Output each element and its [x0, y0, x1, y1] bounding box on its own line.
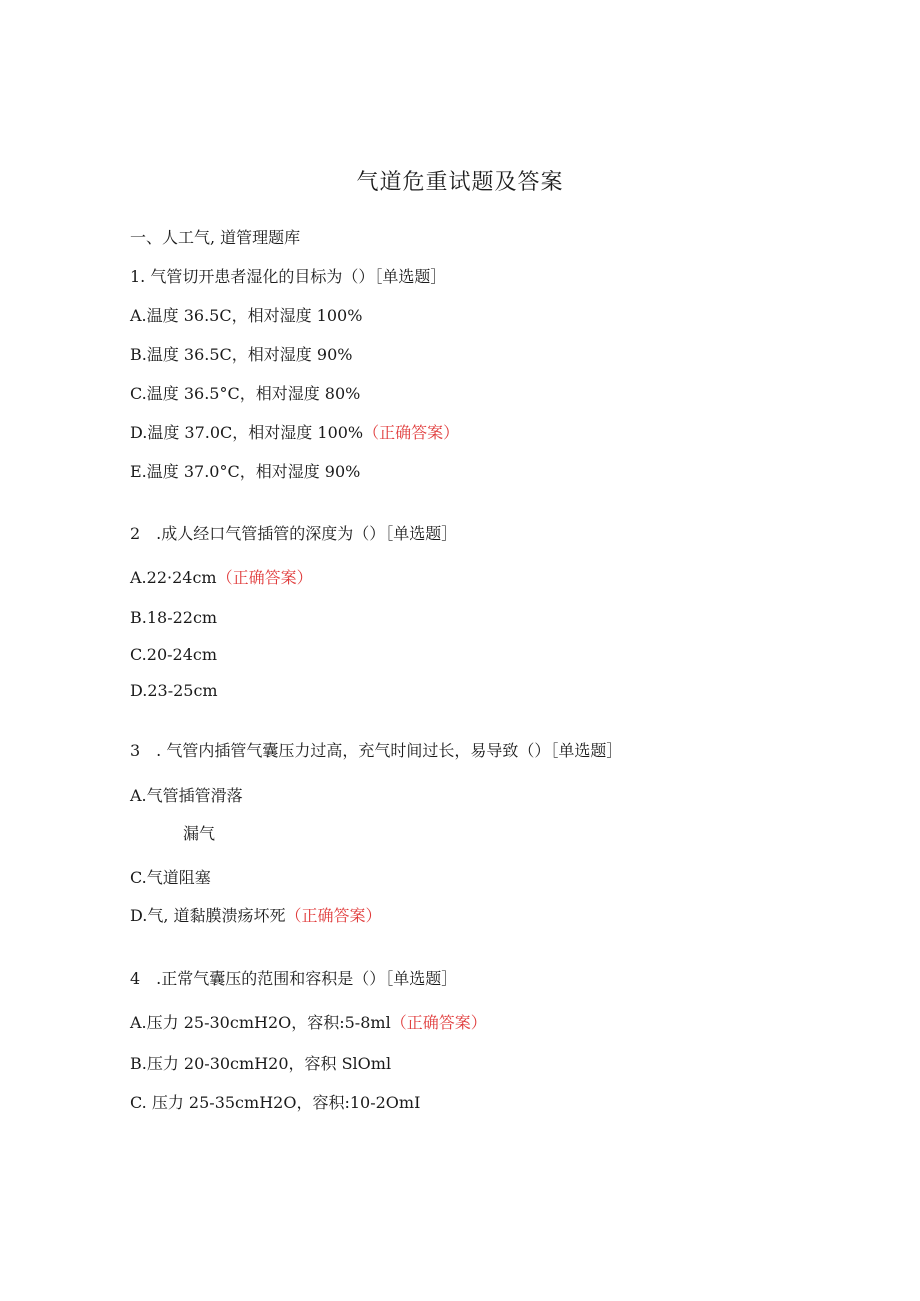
- q1-option-c: C.温度 36.5°C，相对湿度 80%: [130, 384, 361, 403]
- document-title: 气道危重试题及答案: [356, 170, 564, 195]
- q4-option-a: [130, 1013, 487, 1033]
- q3-option-d: [130, 906, 382, 926]
- correct-answer-mark: （正确答案）: [363, 423, 460, 442]
- question-1-stem: 1. 气管切开患者湿化的目标为（）［单选题］: [130, 267, 447, 286]
- correct-answer-mark: （正确答案）: [216, 568, 313, 587]
- q4-option-a-text: A.压力 25-30cmH2O，容积:5-8ml: [130, 1013, 391, 1032]
- q2-option-b: B.18-22cm: [130, 608, 218, 627]
- q2-option-a-text: A.22·24cm: [130, 568, 217, 587]
- correct-answer-mark: （正确答案）: [285, 906, 382, 925]
- q2-option-d: D.23-25cm: [130, 681, 218, 700]
- q1-option-b: B.温度 36.5C，相对湿度 90%: [130, 345, 353, 364]
- q4-option-c: C. 压力 25-35cmH2O，容积:10-2OmI: [130, 1093, 421, 1112]
- q1-option-d: [130, 423, 459, 443]
- q1-option-a: A.温度 36.5C，相对湿度 100%: [130, 306, 363, 325]
- q2-option-c: C.20-24cm: [130, 645, 218, 664]
- q3-option-b: 漏气: [183, 824, 216, 843]
- question-3-stem: 3 . 气管内插管气囊压力过高，充气时间过长，易导致（）［单选题］: [130, 741, 623, 760]
- correct-answer-mark: （正确答案）: [390, 1013, 487, 1032]
- q1-option-d-text: D.温度 37.0C，相对湿度 100%: [130, 423, 364, 442]
- question-2-stem: 2 .成人经口气管插管的深度为（）［单选题］: [130, 524, 458, 543]
- q2-option-a: [130, 568, 313, 588]
- q3-option-d-text: D.气, 道黏膜溃疡坏死: [130, 906, 286, 925]
- q3-option-a: A.气管插管滑落: [130, 786, 243, 805]
- q3-option-c: C.气道阻塞: [130, 868, 211, 887]
- q4-option-b: B.压力 20-30cmH20，容积 SlOml: [130, 1054, 392, 1073]
- section-heading: 一、人工气, 道管理题库: [130, 228, 301, 247]
- q1-option-e: E.温度 37.0°C，相对湿度 90%: [130, 462, 361, 481]
- question-4-stem: 4 .正常气囊压的范围和容积是（）［单选题］: [130, 969, 458, 988]
